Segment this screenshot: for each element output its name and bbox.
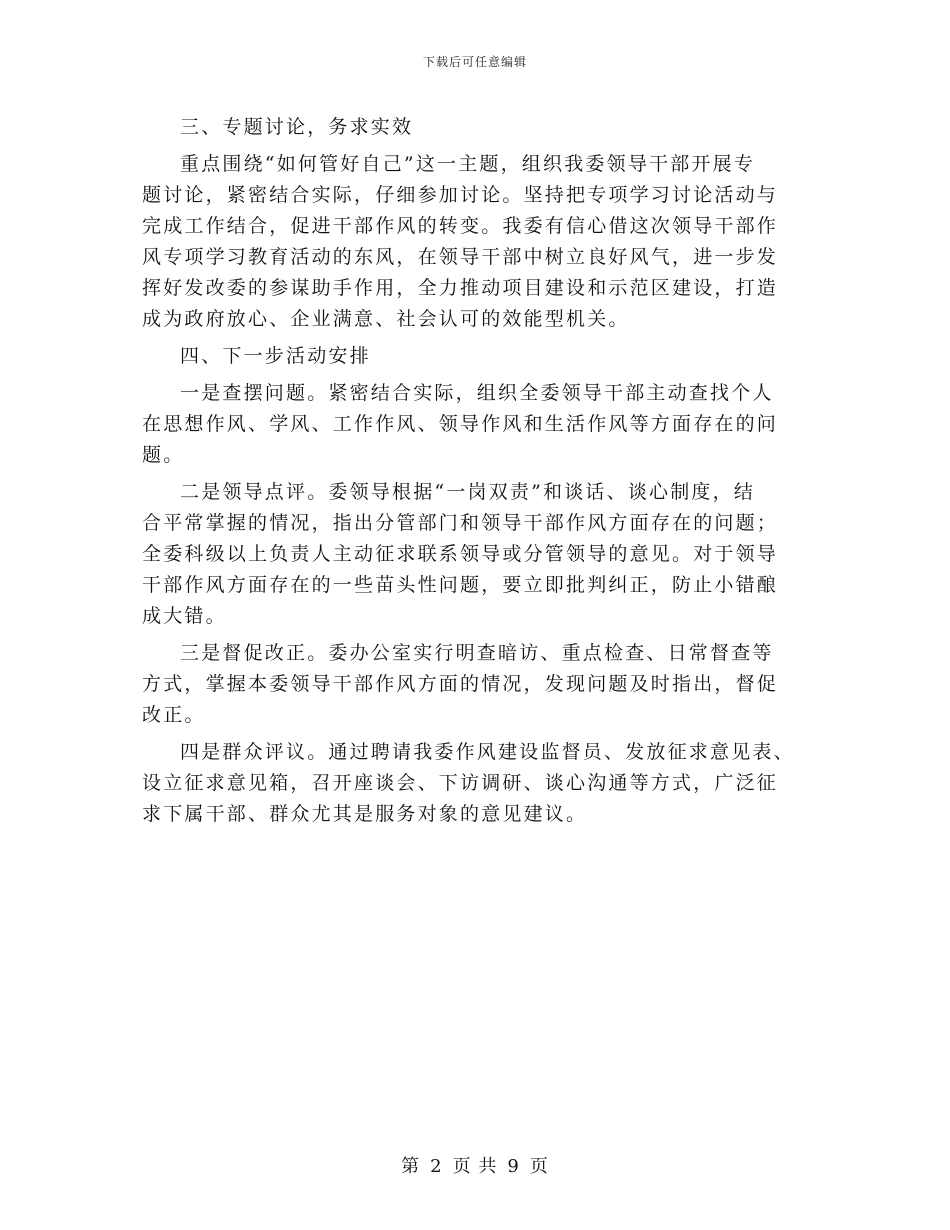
document-body <box>142 112 802 836</box>
list-item-2: 二是领导点评。委领导根据“一岗双责”和谈话、谈心制度，结 合平常掌握的情况，指出分管部门和领导干部作风方面存在的问题； 全委科级以上负责人主动征求联系领导或分管领导的意见。对于领导 干部作风方面存在的一些苗头性问题，要立即批判纠正，防止小错酿 成大错。 <box>142 481 779 627</box>
header-note: 下载后可任意编辑 <box>422 55 527 69</box>
page-footer <box>0 1152 950 1178</box>
section-heading-4: 四、下一步活动安排 <box>180 345 371 367</box>
footer-suffix: 页 <box>529 1156 549 1177</box>
page-number: 2 <box>430 1156 443 1177</box>
list-item-3: 三是督促改正。委办公室实行明查暗访、重点检查、日常督查等 方式，掌握本委领导干部作风方面的情况，发现问题及时指出，督促 改正。 <box>142 642 779 726</box>
section-paragraph-3: 重点围绕“如何管好自己”这一主题，组织我委领导干部开展专 题讨论，紧密结合实际，仔细参加讨论。坚持把专项学习讨论活动与 完成工作结合，促进干部作风的转变。我委有信心借这次领导干部作 风专项学习教育活动的东风，在领导干部中树立良好风气，进一步发 挥好发改委的参谋助手作用，全力推动项目建设和示范区建设，打造 成为政府放心、企业满意、社会认可的效能型机关。 <box>142 153 779 330</box>
list-item-4: 四是群众评议。通过聘请我委作风建设监督员、发放征求意见表、 设立征求意见箱，召开座谈会、下访调研、谈心沟通等方式，广泛征 求下属干部、群众尤其是服务对象的意见建议。 <box>142 741 795 825</box>
section-heading-3: 三、专题讨论，务求实效 <box>180 116 414 138</box>
footer-prefix: 第 <box>401 1156 421 1177</box>
footer-middle: 页 共 <box>452 1156 498 1177</box>
total-pages: 9 <box>507 1156 520 1177</box>
list-item-1: 一是查摆问题。紧密结合实际，组织全委领导干部主动查找个人 在思想作风、学风、工作作风、领导作风和生活作风等方面存在的问 题。 <box>142 382 779 466</box>
